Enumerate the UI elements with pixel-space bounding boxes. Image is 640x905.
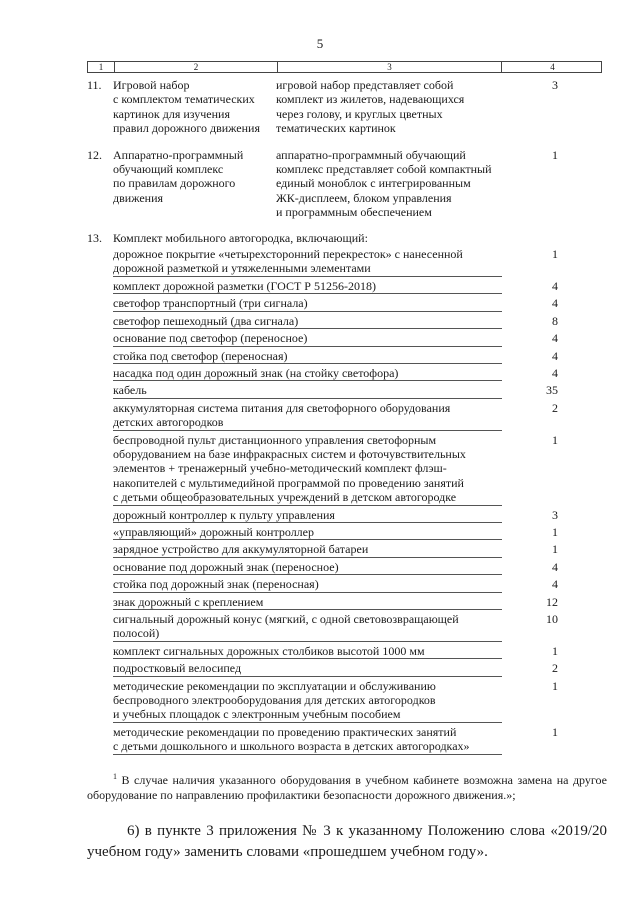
- row-indent: [87, 366, 113, 381]
- row-indent: [87, 725, 113, 755]
- row-indent: [87, 279, 113, 294]
- table-row: [87, 231, 602, 245]
- kit-item-row: [87, 279, 602, 294]
- kit-item-row: [87, 349, 602, 364]
- kit-item-quantity: 4: [552, 365, 558, 380]
- kit-item-quantity: 3: [552, 507, 558, 522]
- kit-item-quantity: 1: [552, 678, 558, 693]
- kit-item-text: дорожное покрытие «четырехсторонний перекресток» с нанесенной дорожной разметкой и утяжеленными элементами: [113, 247, 502, 277]
- kit-item-row: [87, 433, 602, 506]
- kit-item-text: беспроводной пульт дистанционного управления светофорным оборудованием на базе инфракрасных систем и фоточувствительных элементов + тренажерный учебно-методический комплект флэш- накопителей с мультимедийной программой по проведению занятий с детьми общеобразовательных учреждений в детском автогородке: [113, 433, 502, 506]
- kit-item-quantity: 35: [546, 383, 558, 398]
- kit-item-row: [87, 508, 602, 523]
- kit-item-row: [87, 383, 602, 398]
- row-indent: [87, 331, 113, 346]
- kit-item-text: комплект дорожной разметки (ГОСТ Р 51256-2018): [113, 279, 502, 294]
- kit-item-row: [87, 612, 602, 642]
- kit-item-text: основание под дорожный знак (переносное): [113, 560, 502, 575]
- footnote-mark: 1: [113, 772, 117, 781]
- kit-item-row: [87, 366, 602, 381]
- row-indent: [87, 433, 113, 506]
- amendment-text: 6) в пункте 3 приложения № 3 к указанному Положению слова «2019/20 учебном году» заменить словами «прошедшем учебном году».: [87, 823, 607, 860]
- row-indent: [87, 560, 113, 575]
- kit-item-row: [87, 661, 602, 676]
- kit-item-quantity: 4: [552, 348, 558, 363]
- kit-item-text: кабель: [113, 383, 502, 398]
- header-cell: 3: [277, 62, 501, 72]
- kit-title: Комплект мобильного автогородка, включающий:: [113, 230, 368, 245]
- kit-item-text: дорожный контроллер к пульту управления: [113, 508, 502, 523]
- footnote: [87, 769, 607, 803]
- kit-item-quantity: 4: [552, 296, 558, 311]
- kit-item-quantity: 8: [552, 313, 558, 328]
- row-indent: [87, 508, 113, 523]
- row-indent: [87, 679, 113, 723]
- kit-item-row: [87, 331, 602, 346]
- table-header: [87, 61, 602, 73]
- kit-item-quantity: 2: [552, 400, 558, 415]
- kit-item-quantity: 2: [552, 661, 558, 676]
- kit-item-text: основание под светофор (переносное): [113, 331, 502, 346]
- kit-item-text: подростковый велосипед: [113, 661, 502, 676]
- kit-item-row: [87, 595, 602, 610]
- header-cell: 2: [114, 62, 277, 72]
- kit-item-quantity: 12: [546, 594, 558, 609]
- row-indent: [87, 525, 113, 540]
- kit-item-quantity: 1: [552, 432, 558, 447]
- kit-item-quantity: 1: [552, 643, 558, 658]
- kit-item-quantity: 10: [546, 612, 558, 626]
- kit-item-text: светофор транспортный (три сигнала): [113, 296, 502, 311]
- kit-item-row: [87, 679, 602, 723]
- kit-item-text: светофор пешеходный (два сигнала): [113, 314, 502, 329]
- row-number: 12.: [87, 147, 102, 162]
- row-indent: [87, 383, 113, 398]
- kit-item-quantity: 1: [552, 542, 558, 557]
- kit-item-text: насадка под один дорожный знак (на стойку светофора): [113, 366, 502, 381]
- row-indent: [87, 542, 113, 557]
- table-row: [87, 78, 602, 136]
- kit-item-quantity: 1: [552, 724, 558, 739]
- kit-item-row: [87, 401, 602, 431]
- kit-item-row: [87, 542, 602, 557]
- kit-item-quantity: 1: [552, 247, 558, 262]
- row-indent: [87, 401, 113, 431]
- item-name: Аппаратно-программный обучающий комплекс по правилам дорожного движения: [113, 147, 244, 205]
- row-indent: [87, 577, 113, 592]
- kit-item-text: стойка под дорожный знак (переносная): [113, 577, 502, 592]
- kit-item-quantity: 4: [552, 577, 558, 592]
- kit-item-quantity: 4: [552, 331, 558, 346]
- row-number: 11.: [87, 78, 102, 92]
- row-number: 13.: [87, 230, 102, 245]
- row-indent: [87, 247, 113, 277]
- kit-item-quantity: 1: [552, 524, 558, 539]
- kit-item-text: комплект сигнальных дорожных столбиков высотой 1000 мм: [113, 644, 502, 659]
- kit-item-text: зарядное устройство для аккумуляторной батареи: [113, 542, 502, 557]
- row-indent: [87, 314, 113, 329]
- item-description: аппаратно-программный обучающий комплекс представляет собой компактный единый моноблок с интегрированным ЖК-дисплеем, блоком управления и программным обеспечением: [276, 147, 492, 220]
- item-quantity: 3: [552, 78, 558, 92]
- row-indent: [87, 644, 113, 659]
- page-number: 5: [316, 36, 324, 51]
- kit-item-quantity: 4: [552, 559, 558, 574]
- amendment-paragraph: [87, 821, 607, 863]
- kit-item-row: [87, 247, 602, 277]
- kit-item-row: [87, 725, 602, 755]
- kit-item-text: сигнальный дорожный конус (мягкий, с одной световозвращающей полосой): [113, 612, 502, 642]
- kit-item-quantity: 4: [552, 278, 558, 293]
- kit-item-text: «управляющий» дорожный контроллер: [113, 525, 502, 540]
- footnote-text: В случае наличия указанного оборудования в учебном кабинете возможна замена на другое оборудование по направлению профилактики безопасности дорожного движения.»;: [87, 773, 607, 802]
- row-indent: [87, 612, 113, 642]
- table-row: [87, 148, 602, 220]
- row-indent: [87, 595, 113, 610]
- kit-item-row: [87, 525, 602, 540]
- kit-item-text: стойка под светофор (переносная): [113, 349, 502, 364]
- equipment-table: [87, 61, 602, 755]
- kit-item-text: методические рекомендации по эксплуатации и обслуживанию беспроводного электрооборудования для детских автогородков и учебных площадок с электронным учебным пособием: [113, 679, 502, 723]
- kit-item-text: методические рекомендации по проведению практических занятий с детьми дошкольного и школьного возраста в детских автогородках»: [113, 725, 502, 755]
- row-indent: [87, 349, 113, 364]
- kit-item-text: знак дорожный с креплением: [113, 595, 502, 610]
- item-description: игровой набор представляет собой комплект из жилетов, надевающихся через голову, и круглых цветных тематических картинок: [276, 78, 465, 136]
- kit-item-row: [87, 314, 602, 329]
- kit-item-row: [87, 644, 602, 659]
- item-name: Игровой набор с комплектом тематических картинок для изучения правил дорожного движения: [113, 78, 260, 136]
- row-indent: [87, 296, 113, 311]
- header-cell: 1: [98, 62, 104, 72]
- kit-item-row: [87, 577, 602, 592]
- kit-items-list: [87, 247, 602, 755]
- item-quantity: 1: [552, 147, 558, 162]
- kit-item-row: [87, 560, 602, 575]
- kit-item-text: аккумуляторная система питания для светофорного оборудования детских автогородков: [113, 401, 502, 431]
- row-indent: [87, 661, 113, 676]
- header-cell: 4: [501, 62, 603, 72]
- kit-item-row: [87, 296, 602, 311]
